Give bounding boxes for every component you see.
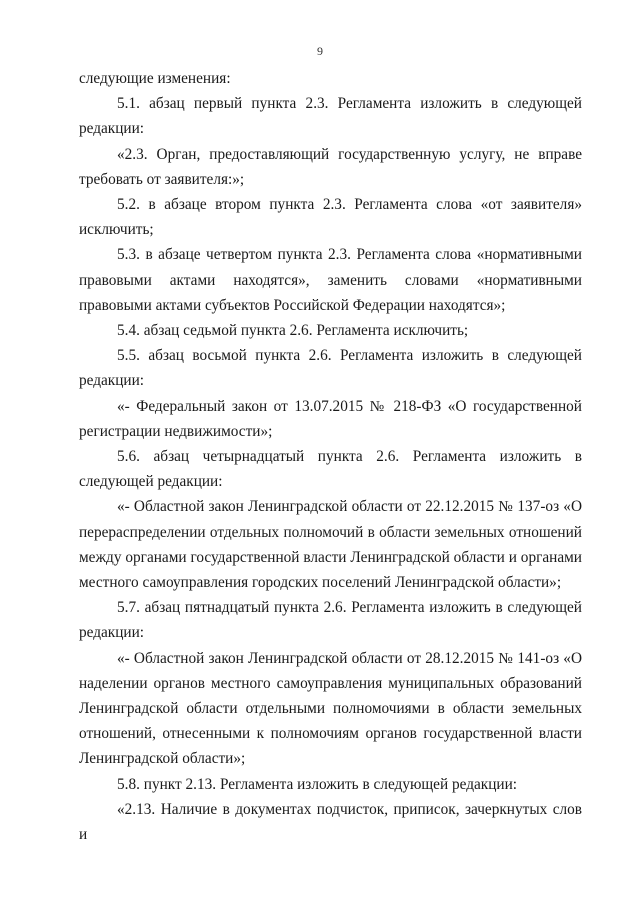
paragraph-quote-regional-law-141: «- Областной закон Ленинградской области от 28.12.2015 № 141-оз «О наделении органов местного самоуправления муниципальных образований Ленинградской области отдельными полномочиями в области земельных отношений, отнесенными к полномочиям органов государственной власти Ленинградской области»; — [79, 649, 582, 768]
paragraph-continuation: следующие изменения: — [79, 70, 231, 87]
paragraph-5-1: 5.1. абзац первый пункта 2.3. Регламента изложить в следующей редакции: — [79, 95, 582, 138]
paragraph-5-2: 5.2. в абзаце втором пункта 2.3. Регламента слова «от заявителя» исключить; — [79, 196, 582, 239]
paragraph-quote-federal-law: «- Федеральный закон от 13.07.2015 № 218-ФЗ «О государственной регистрации недвижимости»; — [79, 397, 582, 440]
paragraph-5-8: 5.8. пункт 2.13. Регламента изложить в следующей редакции: — [117, 775, 518, 793]
paragraph-quote-regional-law-137: «- Областной закон Ленинградской области от 22.12.2015 № 137-оз «О перераспределении отдельных полномочий в области земельных отношений между органами государственной власти Ленинградской области и органами местного самоуправления городских поселений Ленинградской области»; — [79, 498, 582, 592]
paragraph-quote-2-13: «2.13. Наличие в документах подчисток, приписок, зачеркнутых слов и — [79, 800, 582, 844]
paragraph-5-6: 5.6. абзац четырнадцатый пункта 2.6. Регламента изложить в следующей редакции: — [79, 448, 582, 491]
paragraph-quote-2-3: «2.3. Орган, предоставляющий государственную услугу, не вправе требовать от заявителя:»; — [79, 145, 582, 188]
paragraph-5-7: 5.7. абзац пятнадцатый пункта 2.6. Регламента изложить в следующей редакции: — [79, 599, 582, 642]
paragraph-5-5: 5.5. абзац восьмой пункта 2.6. Регламента изложить в следующей редакции: — [79, 347, 582, 390]
paragraph-5-4: 5.4. абзац седьмой пункта 2.6. Регламента исключить; — [117, 322, 469, 340]
page-number: 9 — [317, 44, 323, 58]
paragraph-5-3: 5.3. в абзаце четвертом пункта 2.3. Регламента слова «нормативными правовыми актами находятся», заменить словами «нормативными правовыми актами субъектов Российской Федерации находятся»; — [79, 246, 582, 314]
document-body — [79, 66, 582, 847]
